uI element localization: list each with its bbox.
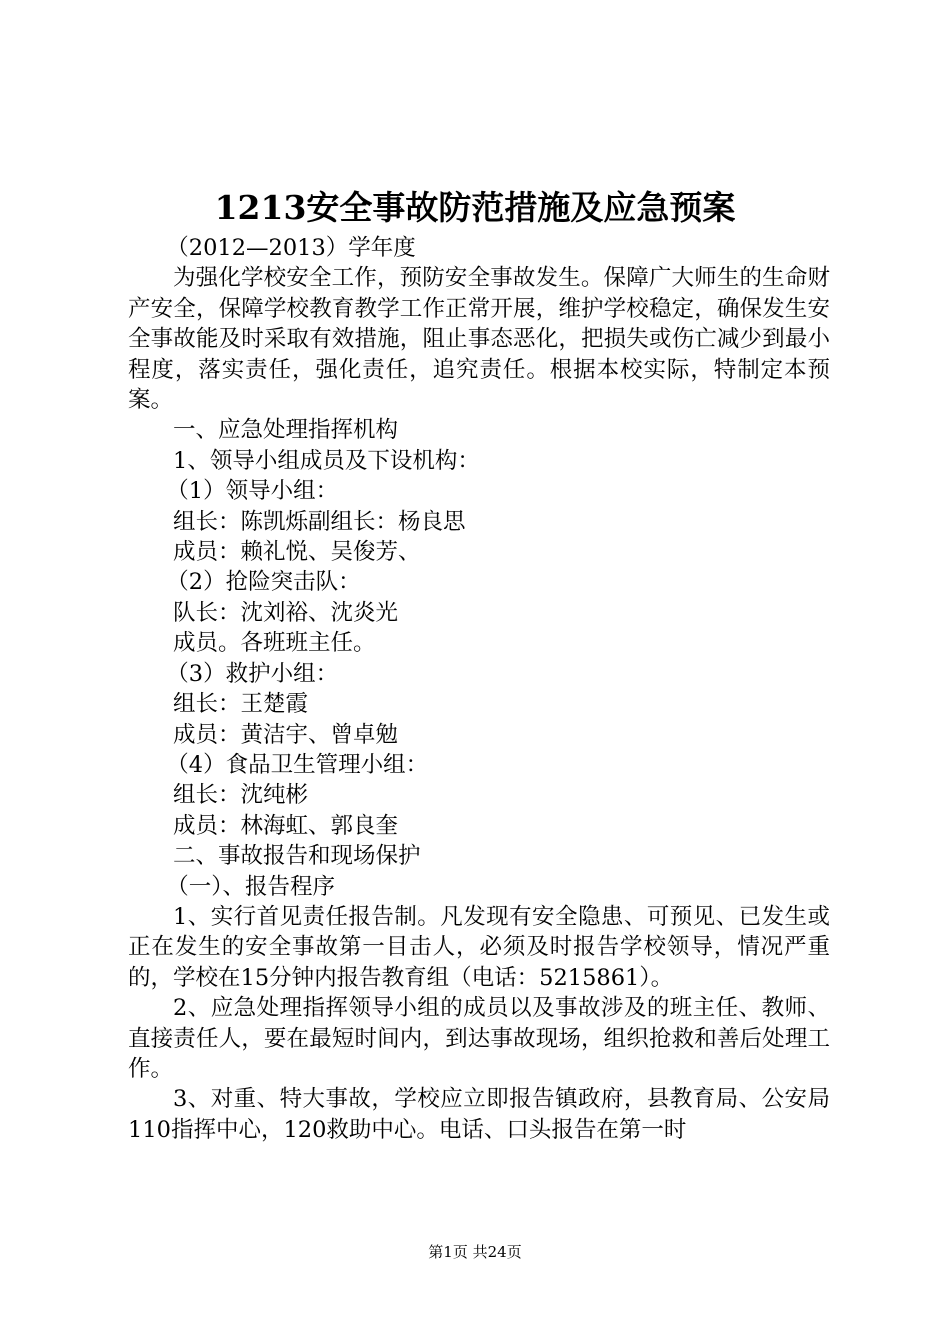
intro-paragraph: 为强化学校安全工作，预防安全事故发生。保障广大师生的生命财产安全，保障学校教育教学工作正常开展，维护学校稳定，确保发生安全事故能及时采取有效措施，阻止事态恶化，把损失或伤亡减少到最小程度，落实责任，强化责任，追究责任。根据本校实际，特制定本预案。 [128, 265, 830, 414]
group-heading: （3）救护小组： [166, 660, 339, 687]
school-year: （2012—2013）学年度 [166, 235, 416, 261]
member-line: 组长：陈凯烁副组长：杨良思 [173, 508, 466, 535]
member-line: 组长：王楚霞 [173, 691, 309, 718]
document-body [128, 233, 830, 1145]
document-title: 1213安全事故防范措施及应急预案 [214, 188, 736, 227]
page-footer: 第1页 共24页 [428, 1243, 522, 1261]
group-heading: （1）领导小组： [166, 478, 339, 505]
member-line: 成员：林海虹、郭良奎 [173, 812, 399, 839]
section-heading: 二、事故报告和现场保护 [173, 843, 421, 870]
body-paragraph: 1、实行首见责任报告制。凡发现有安全隐患、可预见、已发生或正在发生的安全事故第一目击人，必须及时报告学校领导，情况严重的，学校在15分钟内报告教育组（电话：5215861）。 [128, 903, 830, 991]
body-paragraph: 2、应急处理指挥领导小组的成员以及事故涉及的班主任、教师、直接责任人，要在最短时间内，到达事故现场，组织抢救和善后处理工作。 [128, 995, 830, 1082]
section-heading: 一、应急处理指挥机构 [173, 417, 399, 444]
group-heading: （2）抢险突击队： [166, 569, 361, 596]
subsection-heading: （一）、报告程序 [166, 873, 336, 900]
member-line: 成员：赖礼悦、吴俊芳、 [173, 539, 421, 566]
member-line: 组长：沈纯彬 [173, 782, 309, 809]
member-line: 队长：沈刘裕、沈炎光 [173, 599, 399, 626]
group-heading: （4）食品卫生管理小组： [166, 751, 429, 778]
member-line: 成员：黄洁宇、曾卓勉 [173, 721, 399, 748]
member-line: 成员。各班班主任。 [173, 630, 376, 657]
body-paragraph: 3、对重、特大事故，学校应立即报告镇政府，县教育局、公安局110指挥中心，120救助中心。电话、口头报告在第一时 [128, 1086, 830, 1143]
subsection-heading: 1、领导小组成员及下设机构： [173, 447, 480, 474]
